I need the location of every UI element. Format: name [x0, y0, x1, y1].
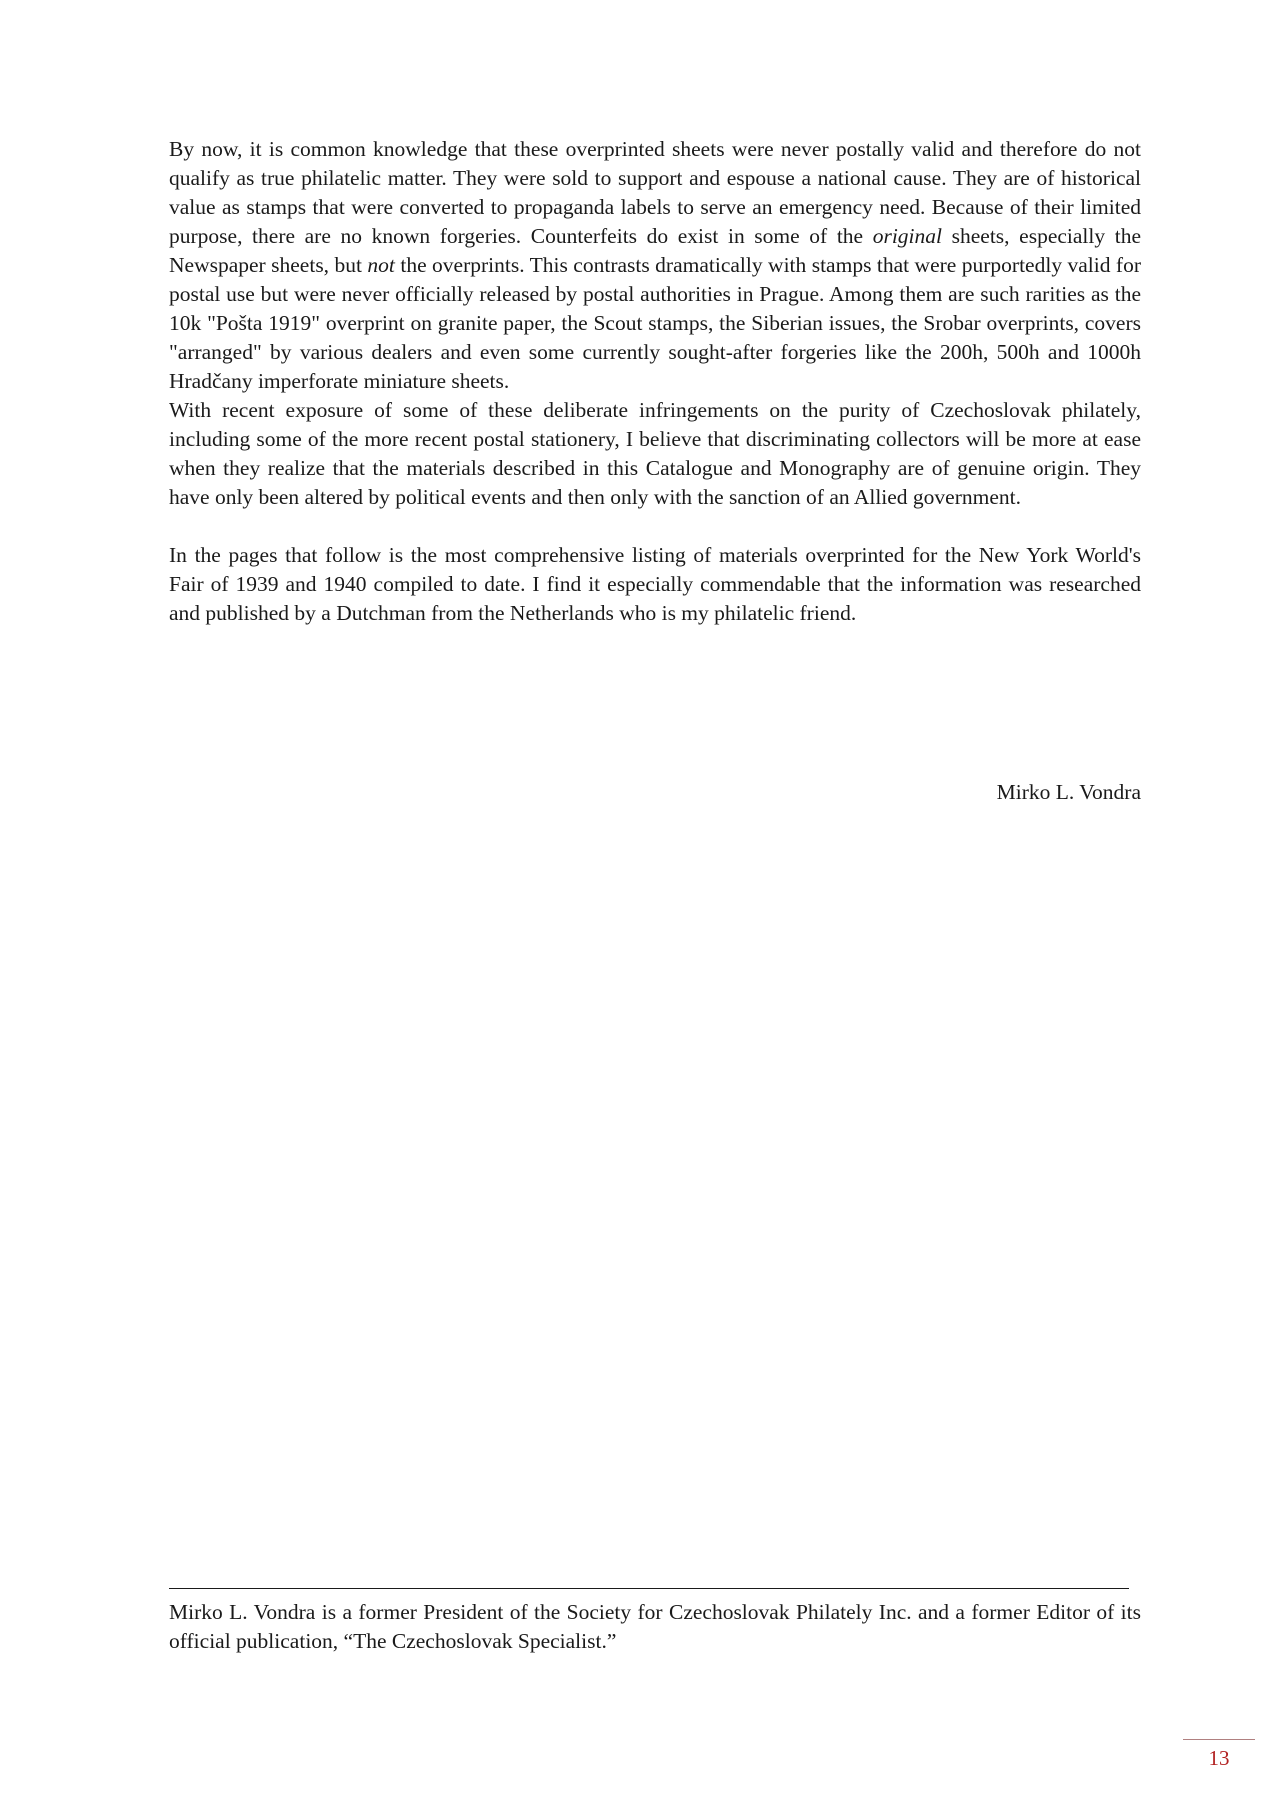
emphasis-not: not	[367, 253, 395, 277]
paragraph-1	[169, 135, 1141, 396]
paragraph-3: In the pages that follow is the most comprehensive listing of materials overprinted for the New York World's Fair of 1939 and 1940 compiled to date. I find it especially commendable that the information was researched and published by a Dutchman from the Netherlands who is my philatelic friend.	[169, 543, 1141, 625]
footnote: Mirko L. Vondra is a former President of the Society for Czechoslovak Philately Inc. and a former Editor of its official publication, “The Czechoslovak Specialist.”	[169, 1600, 1141, 1653]
footnote-separator	[169, 1588, 1129, 1589]
paragraph-1-part-3: the overprints. This contrasts dramatically with stamps that were purportedly valid for postal use but were never officially released by postal authorities in Prague. Among them are such rarities as the 10k "Pošta 1919" overprint on granite paper, the Scout stamps, the Siberian issues, the Srobar overprints, covers "arranged" by various dealers and even some currently sought-after forgeries like the 200h, 500h and 1000h Hradčany imperforate miniature sheets.	[169, 253, 1141, 393]
page-number-rule	[1183, 1739, 1255, 1740]
body-text	[169, 135, 1141, 628]
paragraph-2: With recent exposure of some of these deliberate infringements on the purity of Czechoslovak philately, including some of the more recent postal stationery, I believe that discriminating collectors will be more at ease when they realize that the materials described in this Catalogue and Monography are of genuine origin. They have only been altered by political events and then only with the sanction of an Allied government.	[169, 398, 1141, 509]
paragraph-1-part-1: By now, it is common knowledge that these overprinted sheets were never postally valid and therefore do not qualify as true philatelic matter. They were sold to support and espouse a national cause. They are of historical value as stamps that were converted to propaganda labels to serve an emergency need. Because of their limited purpose, there are no known forgeries. Counterfeits do exist in some of the	[169, 137, 1141, 248]
paragraph-1-part-2: sheets, especially the Newspaper sheets, but	[169, 224, 1141, 277]
author-signature: Mirko L. Vondra	[996, 780, 1141, 804]
page-number: 13	[1208, 1746, 1230, 1770]
emphasis-original: original	[872, 224, 943, 248]
